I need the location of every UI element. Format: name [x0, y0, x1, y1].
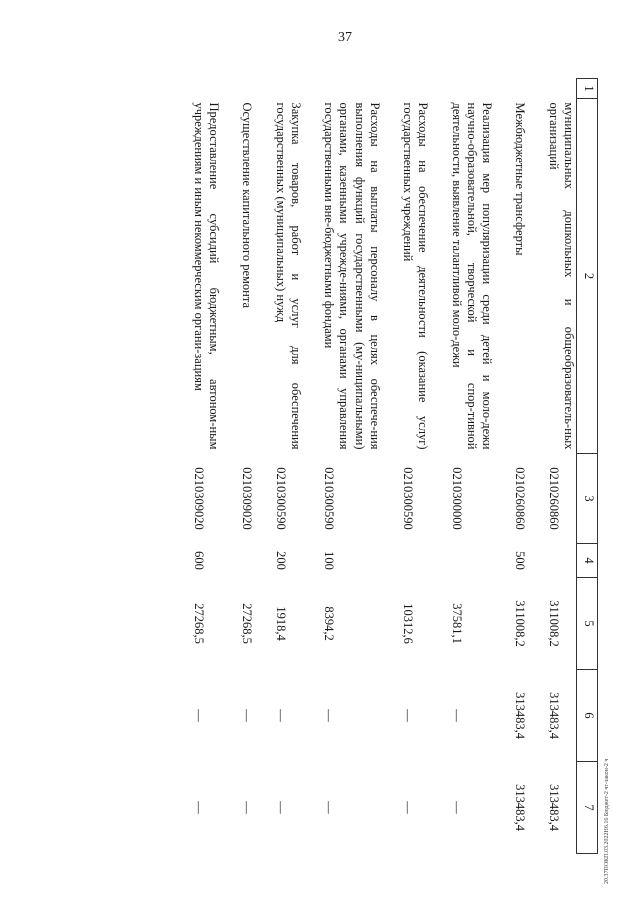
row-value-2022-cell: 8394,2	[322, 606, 337, 641]
table-row	[545, 79, 577, 854]
row-name-cell: муниципальных дошкольных и общеобразователь-ных организаций	[546, 102, 576, 450]
row-code-cell: 0210309020	[240, 467, 255, 530]
row-value-2023-cell: —	[273, 709, 288, 722]
row-value-2024-cell: —	[192, 801, 206, 814]
row-spacer	[222, 79, 238, 854]
row-name-cell: Расходы на выплаты персоналу в целях обеспече-ния выполнения функций государственными (му-ниципальными) органами, казенными учрежде-ниями, органами управления государственными вне-бюджетными фондами	[322, 102, 382, 450]
table-row	[190, 79, 223, 854]
header-cell: 2	[577, 99, 598, 454]
row-value-2023-cell: —	[192, 709, 206, 722]
row-spacer	[304, 79, 320, 854]
row-value-2024-cell: —	[322, 801, 337, 814]
row-number-cell	[320, 79, 383, 99]
row-value-2022-cell: 27268,5	[240, 603, 255, 644]
row-name-cell: Межбюджетные трансферты	[513, 102, 528, 256]
row-number-cell	[238, 79, 255, 99]
row-value-2022-cell: 27268,5	[192, 603, 206, 644]
header-cell: 6	[577, 670, 598, 762]
header-cell: 4	[577, 544, 598, 578]
table-row	[399, 79, 432, 854]
row-name-cell: Предоставление субсидий бюджетным, автоном-ным учреждениям и иным некоммерческим органи-зациям	[192, 102, 222, 450]
row-number-cell	[545, 79, 577, 99]
page-number: 37	[338, 30, 352, 45]
row-expense-type-cell: 600	[192, 551, 206, 570]
row-value-2024-cell: —	[449, 801, 464, 814]
row-expense-type-cell	[238, 544, 255, 578]
row-spacer	[432, 79, 448, 854]
table-header-row	[577, 79, 598, 854]
row-value-2024-cell: 313483,4	[546, 784, 561, 831]
row-name-cell: Закупка товаров, работ и услуг для обеспечения государственных (муниципальных) нужд	[273, 102, 303, 450]
row-code-cell: 0210260860	[513, 467, 528, 530]
header-cell: 3	[577, 454, 598, 544]
row-number-cell	[511, 79, 528, 99]
row-value-2024-cell: 313483,4	[513, 784, 528, 831]
row-value-2023-cell: —	[449, 709, 464, 722]
row-value-2022-cell: 311008,2	[546, 600, 561, 647]
row-expense-type-cell: 500	[513, 551, 528, 570]
row-name-cell: Реализация мер популяризации среди детей и моло-дежи научно-образовательной, творческой и спор-тивной деятельности, выявление талантливой моло-дежи	[449, 102, 495, 450]
row-value-2022-cell: 311008,2	[513, 600, 528, 647]
row-code-cell: 0210260860	[546, 467, 561, 530]
row-spacer	[529, 79, 545, 854]
row-name-cell: Расходы на обеспечение деятельности (оказание услуг) государственных учреждений	[401, 102, 431, 450]
row-spacer	[495, 79, 511, 854]
table-row	[511, 79, 528, 854]
row-value-2024-cell: —	[240, 801, 255, 814]
header-cell: 5	[577, 578, 598, 670]
row-code-cell: 0210300590	[401, 467, 416, 530]
row-number-cell	[190, 79, 223, 99]
row-value-2023-cell: 313483,4	[513, 692, 528, 739]
budget-table	[190, 78, 598, 854]
row-code-cell: 0210300590	[273, 467, 288, 530]
table-row	[238, 79, 255, 854]
row-spacer	[256, 79, 272, 854]
row-value-2023-cell: —	[401, 709, 416, 722]
row-number-cell	[399, 79, 432, 99]
row-name-cell: Осуществление капитального ремонта	[240, 102, 255, 309]
row-spacer	[383, 79, 399, 854]
row-code-cell: 0210309020	[192, 467, 206, 530]
row-value-2024-cell: —	[401, 801, 416, 814]
row-code-cell: 0210300000	[449, 467, 464, 530]
row-code-cell: 0210300590	[322, 467, 337, 530]
row-value-2022-cell: 1918,4	[273, 606, 288, 641]
table-row	[320, 79, 383, 854]
header-cell: 1	[577, 79, 598, 99]
table-row	[272, 79, 305, 854]
row-value-2024-cell: —	[273, 801, 288, 814]
row-expense-type-cell	[545, 544, 577, 578]
row-value-2023-cell: 313483,4	[546, 692, 561, 739]
header-cell: 7	[577, 762, 598, 854]
row-number-cell	[448, 79, 496, 99]
row-expense-type-cell: 200	[273, 551, 288, 570]
footer-document-code: 20.37ПОКП.03.2022Н6.16 Бюджет-2 чт-закон-2 ч	[604, 758, 610, 884]
row-expense-type-cell: 100	[322, 551, 337, 570]
row-number-cell	[272, 79, 305, 99]
row-expense-type-cell	[399, 544, 432, 578]
row-expense-type-cell	[448, 544, 496, 578]
row-value-2022-cell: 10312,6	[401, 603, 416, 644]
row-value-2023-cell: —	[322, 709, 337, 722]
budget-table-container	[116, 78, 598, 853]
table-row	[448, 79, 496, 854]
row-value-2022-cell: 37581,1	[449, 603, 464, 644]
row-value-2023-cell: —	[240, 709, 255, 722]
